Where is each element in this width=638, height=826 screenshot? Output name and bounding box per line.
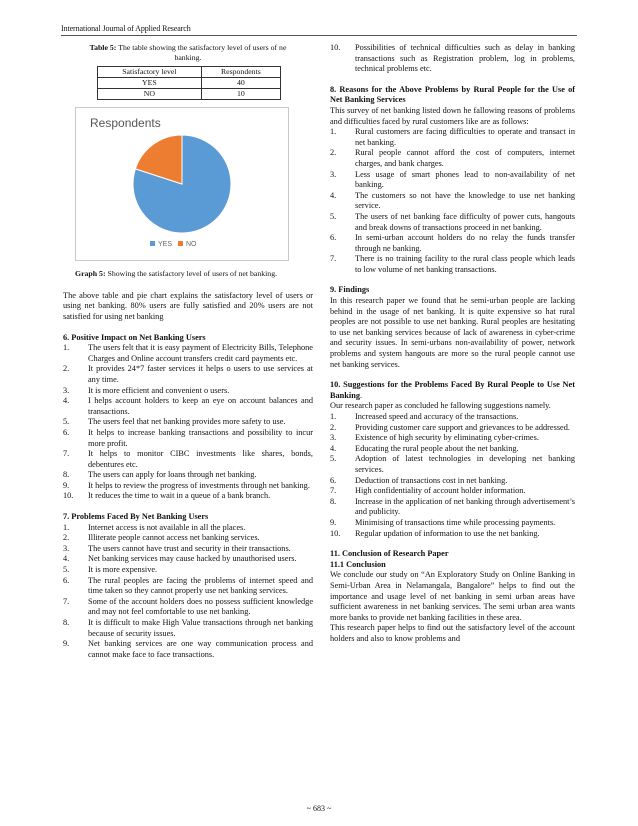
journal-name: International Journal of Applied Research <box>61 24 191 33</box>
list-item <box>330 212 575 233</box>
pie-chart <box>75 107 289 261</box>
list-item <box>63 576 313 597</box>
list-number: 10. <box>330 43 341 52</box>
list-number: 5. <box>63 565 70 575</box>
list-item <box>63 428 313 449</box>
table-caption <box>77 43 299 62</box>
list-number: 8. <box>63 618 70 627</box>
section-11-subheading: 11.1 Conclusion <box>330 559 386 569</box>
list-item <box>330 191 575 212</box>
list-item-text: Educating the rural people about the net banking. <box>355 443 519 453</box>
list-item <box>63 523 313 534</box>
list-item-text: Net banking services may cause hacked by unauthorised users. <box>88 554 297 564</box>
list-number: 4. <box>63 396 70 406</box>
list-number: 6. <box>330 233 337 243</box>
section-7-list <box>63 523 313 661</box>
list-number: 2. <box>63 533 70 543</box>
list-item <box>63 364 313 385</box>
list-number: 6. <box>63 575 70 585</box>
list-item <box>330 233 575 254</box>
pie-chart-svg <box>76 108 288 260</box>
section-8-list <box>330 127 575 275</box>
list-item-text: The users feel that net banking provides more safety to use. <box>88 417 286 427</box>
list-item-text: Minimising of transactions time while processing payments. <box>355 517 556 527</box>
list-item <box>63 343 313 364</box>
list-item-text: There is no training facility to the rural class people which leads to low volume of net banking transactions. <box>355 254 575 274</box>
list-item <box>330 497 575 518</box>
list-item <box>330 529 575 540</box>
list-number: 3. <box>330 433 337 443</box>
table-row <box>98 78 281 89</box>
list-number: 2. <box>330 422 337 432</box>
section-10-list <box>330 412 575 539</box>
list-item <box>330 43 575 75</box>
list-item <box>330 486 575 497</box>
satisfaction-table <box>97 66 281 100</box>
graph-caption-label: Graph 5: <box>75 269 106 279</box>
list-item-text: It helps to review the progress of investments through net banking. <box>88 480 310 490</box>
list-number: 7. <box>63 449 70 459</box>
list-number: 4. <box>63 554 70 564</box>
list-item-text: It reduces the time to wait in a queue of a bank branch. <box>88 491 271 501</box>
right-column <box>330 43 575 644</box>
list-item-text: Net banking services are one way communication process and cannot make face to face transactions. <box>88 639 313 659</box>
list-number: 9. <box>330 517 337 527</box>
list-number: 1. <box>330 412 337 421</box>
table-caption-label: Table 5: <box>89 43 117 52</box>
section-10-heading-text: 10. Suggestions for the Problems Faced By Rural People to Use Net Banking <box>330 380 575 400</box>
list-item <box>330 433 575 444</box>
list-number: 4. <box>330 443 337 453</box>
list-item-text: Deduction of transactions cost in net banking. <box>355 475 508 485</box>
list-number: 5. <box>330 211 337 221</box>
list-item <box>330 127 575 148</box>
list-number: 8. <box>63 470 70 480</box>
list-item-text: Existence of high security by eliminating cyber-crimes. <box>355 433 539 443</box>
list-item-text: It is more efficient and convenient o users. <box>88 385 230 395</box>
list-item <box>330 412 575 423</box>
conclusion-paragraph-2: This research paper helps to find out the satisfactory level of the account holders and also to know problems and <box>330 623 575 643</box>
list-number: 3. <box>63 543 70 553</box>
list-number: 2. <box>63 364 70 374</box>
list-number: 7. <box>63 596 70 606</box>
list-item-text: Possibilities of technical difficulties such as delay in banking transactions such as Registration problem, log in problems, technical problems etc. <box>355 43 575 74</box>
table-header-row <box>98 67 281 78</box>
section-7-heading: 7. Problems Faced By Net Banking Users <box>63 512 209 522</box>
list-number: 1. <box>330 127 337 137</box>
list-item <box>330 518 575 529</box>
list-number: 10. <box>330 528 341 538</box>
chart-title: Respondents <box>90 116 161 131</box>
table-cell: 10 <box>201 89 280 100</box>
list-item-text: The rural peoples are facing the problems of internet speed and time taken so they cannot properly use net banking services. <box>88 575 313 596</box>
list-item <box>63 417 313 428</box>
list-item-text: I helps account holders to keep an eye on account balances and transactions. <box>88 396 313 416</box>
list-item <box>63 449 313 470</box>
section-6-list <box>63 343 313 502</box>
section-10-heading-period: . <box>359 390 363 400</box>
legend-swatch-no <box>178 241 183 246</box>
list-item-text: In semi-urban account holders do no relay the funds transfer through ne banking. <box>355 233 575 253</box>
list-item <box>63 491 313 502</box>
list-item-text: Internet access is not available in all the places. <box>88 522 246 532</box>
list-item-text: Some of the account holders does no possess sufficient knowledge and may not feel comfortable to use net banking. <box>88 596 313 617</box>
list-item <box>63 544 313 555</box>
list-item <box>63 396 313 417</box>
legend-label-yes: YES <box>158 241 173 249</box>
section-10-heading <box>330 380 575 401</box>
list-item <box>330 476 575 487</box>
list-item <box>63 533 313 544</box>
section-9-heading: 9. Findings <box>330 285 370 295</box>
list-number: 8. <box>330 496 337 506</box>
list-item <box>63 470 313 481</box>
list-number: 1. <box>63 522 70 532</box>
page-number: ~ 683 ~ <box>306 804 332 813</box>
table-cell: 40 <box>201 78 280 89</box>
table-header-cell: Respondents <box>201 67 280 78</box>
list-number: 3. <box>63 385 70 395</box>
list-item <box>330 444 575 455</box>
list-item <box>330 148 575 169</box>
list-item-text: Illiterate people cannot access net banking services. <box>88 533 260 543</box>
list-item <box>63 618 313 639</box>
list-number: 1. <box>63 343 70 353</box>
paragraph-summary: The above table and pie chart explains the satisfactory level of users or using net banking. 80% users are fully satisfied and 20% users are not satisfied for using net banking <box>63 290 313 321</box>
section-8-intro: This survey of net banking listed down he fallowing reasons of problems and difficulties faced by rural customers like are as follows: <box>330 105 575 126</box>
section-9-text: In this research paper we found that he semi-urban people are lacking behind in the usage of net banking. It is quite expensive so hat rural peoples are not possible to use net banking. Rural peoples are hesitating to use net banking services because of lack of awareness in cyber-crime and security issues. In semi-urbans non-availability of power, network problems and system hangouts are more so the rural people cannot use net banking services. <box>330 296 575 369</box>
list-item-text: The customers so not have the knowledge to use net banking service. <box>355 190 575 211</box>
list-item <box>63 386 313 397</box>
table-caption-text: The table showing the satisfactory level of users of ne banking. <box>118 43 287 62</box>
table-header-cell: Satisfactory level <box>98 67 202 78</box>
list-number: 6. <box>330 475 337 485</box>
list-number: 7. <box>330 254 337 264</box>
list-item-text: Adoption of latest technologies in developing net banking services. <box>355 454 575 474</box>
list-item-text: It helps to monitor CIBC investments like shares, bonds, debentures etc. <box>88 449 313 469</box>
list-item-text: Increase in the application of net banking through advertisement’s and publicity. <box>355 496 575 517</box>
list-item-text: It helps to increase banking transactions and possibility to incur more profit. <box>88 427 313 448</box>
section-8-heading: 8. Reasons for the Above Problems by Rural People for the Use of Net Banking Services <box>330 84 575 105</box>
list-item-text: Increased speed and accuracy of the transactions. <box>355 412 519 421</box>
list-item <box>330 170 575 191</box>
list-item-text: Rural people cannot afford the cost of computers, internet charges, and bank charges. <box>355 148 575 168</box>
list-item <box>63 639 313 660</box>
list-item-text: It provides 24*7 faster services it helps o users to use services at any time. <box>88 364 313 384</box>
list-item-text: Less usage of smart phones lead to non-availability of net banking. <box>355 169 575 190</box>
list-item <box>63 597 313 618</box>
list-number: 3. <box>330 169 337 179</box>
list-item <box>330 454 575 475</box>
list-item-text: The users cannot have trust and security in their transactions. <box>88 543 291 553</box>
list-item-text: Providing customer care support and grievances to be addressed. <box>355 422 570 432</box>
list-number: 10. <box>63 491 74 501</box>
section-6-heading: 6. Positive Impact on Net Banking Users <box>63 332 206 342</box>
graph-caption <box>75 269 313 279</box>
left-column <box>63 43 313 660</box>
table-row <box>98 89 281 100</box>
list-item-text: The users of net banking face difficulty of power cuts, hangouts and break downs of transactions proceed in net banking. <box>355 211 575 232</box>
list-item <box>330 254 575 275</box>
list-number: 2. <box>330 148 337 158</box>
header-rule <box>61 35 577 36</box>
list-item-text: It is more expensive. <box>88 565 158 575</box>
conclusion-paragraph-1: We conclude our study on “An Exploratory Study on Online Banking in Semi-Urban Area in Nelamangala, Bangalore” helps to find out the importance and usage level of net banking in semi urban areas have sufficient awareness in net banking services. The semi urban area wants more banks to provide net banking facilities in these area. <box>330 570 575 622</box>
list-item-text: Rural customers are facing difficulties to operate and transact in net banking. <box>355 127 575 147</box>
list-item-text: The users felt that it is easy payment of Electricity Bills, Telephone Charges and Online account transfers credit card payments etc. <box>88 343 313 363</box>
list-number: 9. <box>63 639 70 649</box>
list-item <box>63 565 313 576</box>
graph-caption-text: Showing the satisfactory level of users of net banking. <box>107 269 278 279</box>
section-7-list-continued <box>330 43 575 75</box>
list-number: 5. <box>63 417 70 427</box>
legend-swatch-yes <box>150 241 155 246</box>
list-item-text: It is difficult to make High Value transactions through net banking because of security issues. <box>88 618 313 638</box>
table-cell: YES <box>98 78 202 89</box>
list-number: 4. <box>330 190 337 200</box>
table-cell: NO <box>98 89 202 100</box>
list-number: 5. <box>330 454 337 464</box>
list-number: 9. <box>63 480 70 490</box>
list-item-text: The users can apply for loans through net banking. <box>88 470 257 480</box>
section-11-heading: 11. Conclusion of Research Paper <box>330 549 449 559</box>
list-number: 6. <box>63 427 70 437</box>
legend-label-no: NO <box>186 241 197 249</box>
list-item-text: High confidentiality of account holder information. <box>355 486 526 496</box>
list-item-text: Regular updation of information to use the net banking. <box>355 528 540 538</box>
section-10-intro: Our research paper as concluded he fallowing suggestions namely. <box>330 401 551 411</box>
list-item <box>63 481 313 492</box>
list-item <box>63 554 313 565</box>
list-item <box>330 423 575 434</box>
list-number: 7. <box>330 486 337 496</box>
